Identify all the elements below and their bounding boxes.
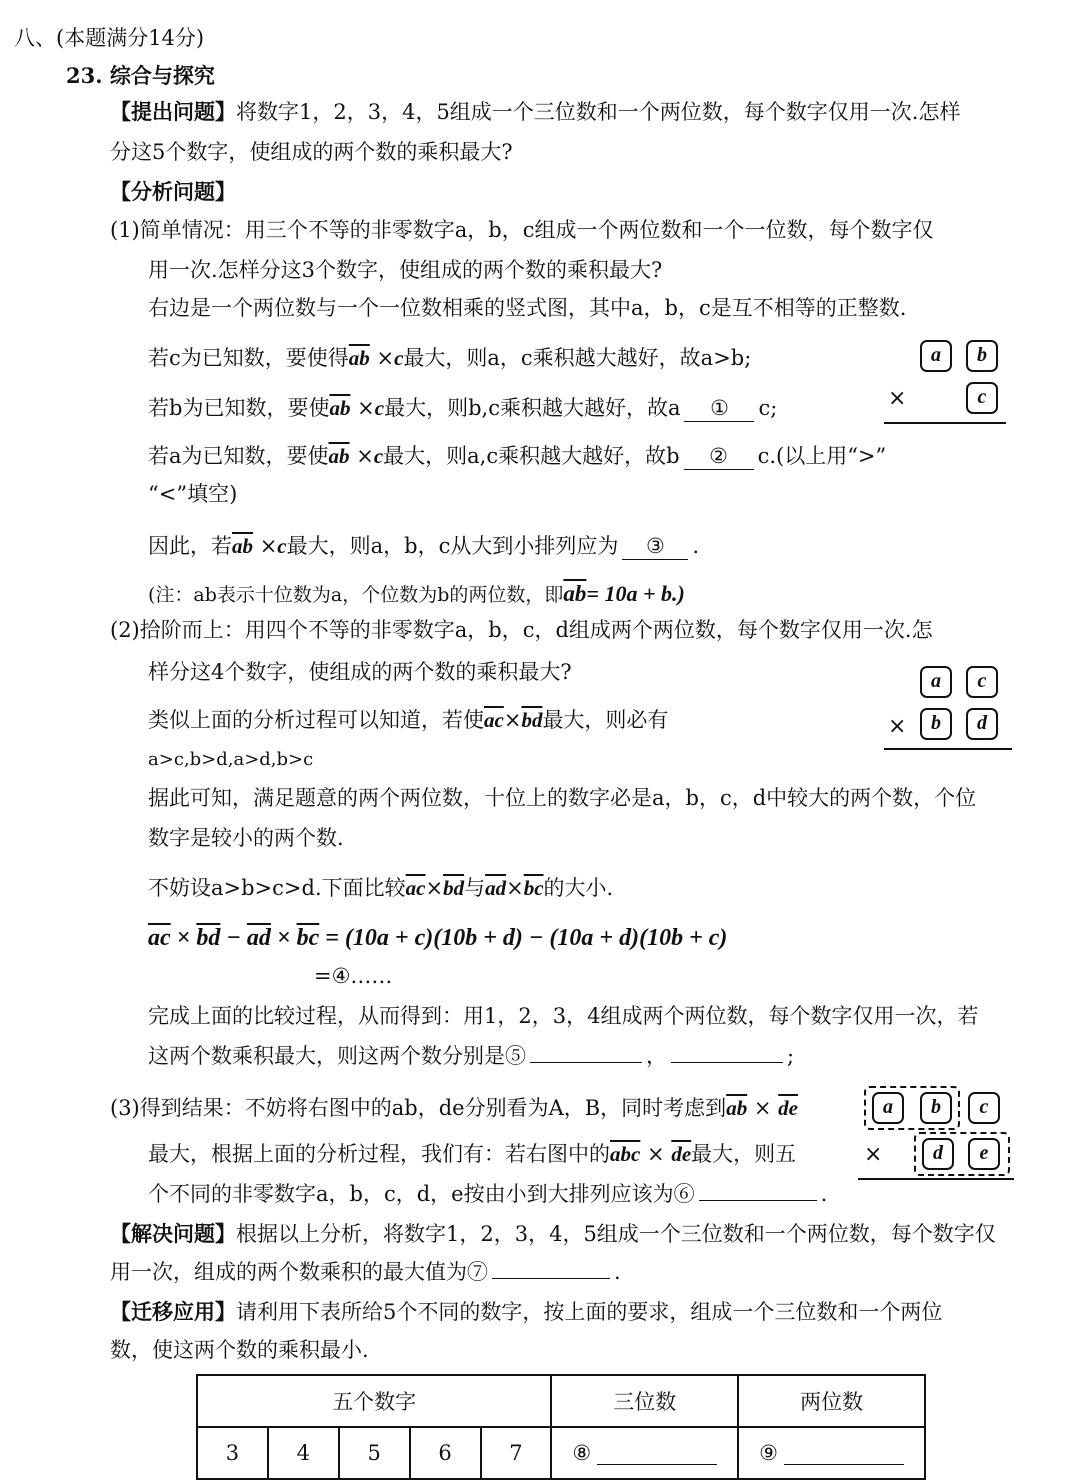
- section-header: 八、(本题满分14分): [14, 26, 205, 50]
- digit-box-b: b: [920, 1092, 952, 1124]
- p2-line-2: 样分这4个数字，使组成的两个数的乘积最大?: [148, 660, 572, 684]
- blank-2[interactable]: ②: [684, 443, 754, 470]
- p1-note: [148, 578, 685, 611]
- eq-rhs: = (10a + c)(10b + d) − (10a + d)(10b + c): [325, 925, 728, 951]
- digit-box-d: d: [922, 1138, 954, 1170]
- p2-l7-a: 不妨设a>b>c>d.下面比较: [148, 876, 406, 900]
- apply-text: 请利用下表所给5个不同的数字，按上面的要求，组成一个三位数和一个两位: [236, 1300, 943, 1324]
- times-sign: ×: [357, 396, 375, 420]
- apply-line-2: 数，使这两个数的乘积最小.: [110, 1338, 369, 1362]
- digit-box-c: c: [966, 382, 998, 414]
- p3-l1-a: (3)得到结果：不妨将右图中的ab，de分别看为A，B，同时考虑到: [110, 1096, 727, 1120]
- blank-5a[interactable]: [530, 1062, 642, 1063]
- p3-l3-a: 个不同的非零数字a，b，c，d，e按由小到大排列应该为⑥: [148, 1182, 695, 1206]
- expr-bd: $\overline{bd}$: [521, 708, 543, 732]
- expr-ac: $\overline{ac}$: [405, 876, 426, 900]
- p1-line-8: 因此，若$\overline{ab} \times c$最大，则a，b，c从大到小排列应为 ③ .: [148, 534, 700, 558]
- underline: [884, 422, 1006, 424]
- p2-line-1: (2)拾阶而上：用四个不等的非零数字a，b，c，d组成两个两位数，每个数字仅用一次.怎: [110, 618, 933, 642]
- digit-box-a: a: [920, 666, 952, 698]
- p2-l3-a: 类似上面的分析过程可以知道，若使: [148, 708, 484, 732]
- digit-cell: 6: [410, 1427, 481, 1479]
- question-number: 23.: [66, 63, 103, 88]
- p1-line-4: [148, 342, 751, 374]
- p2-line-8: 完成上面的比较过程，从而得到：用1，2，3，4组成两个两位数，每个数字仅用一次，若: [148, 1004, 979, 1028]
- blank-8[interactable]: [597, 1442, 717, 1465]
- expr-c: c: [394, 346, 404, 370]
- p1-l5-b: 最大，则b,c乘积越大越好，故a: [384, 396, 681, 420]
- digit-box-e: e: [968, 1138, 1000, 1170]
- expr-c: c: [374, 396, 385, 420]
- expr-bc: $\overline{bc}$: [523, 876, 544, 900]
- digit-box-b: b: [966, 340, 998, 372]
- p2-line-7: [148, 872, 613, 904]
- solve-text: 根据以上分析，将数字1，2，3，4，5组成一个三位数和一个两位数，每个数字仅: [236, 1222, 996, 1246]
- times-sign: ×: [864, 1142, 883, 1167]
- p2-l3-b: 最大，则必有: [542, 708, 669, 732]
- minus-sign: −: [226, 925, 241, 951]
- p2-l9-b: ，: [646, 1044, 667, 1068]
- expr-de: $\overline{de}$: [778, 1096, 798, 1120]
- p2-equation: [148, 922, 727, 954]
- expr-c: c: [373, 444, 384, 468]
- blank-1[interactable]: ①: [684, 395, 754, 422]
- digit-box-c: c: [966, 666, 998, 698]
- raise-text-1: 将数字1，2，3，4，5组成一个三位数和一个两位数，每个数字仅用一次.怎样: [236, 100, 961, 124]
- blank-7[interactable]: [492, 1278, 610, 1279]
- p2-line-3: [148, 704, 668, 736]
- blank-9[interactable]: [784, 1442, 904, 1465]
- blank-5b[interactable]: [671, 1062, 783, 1063]
- p2-line-5: 据此可知，满足题意的两个两位数，十位上的数字必是a，b，c，d中较大的两个数，个位: [148, 786, 977, 810]
- expr-ab: $\overline{ab}$: [232, 534, 253, 558]
- times-sign: ×: [259, 534, 278, 558]
- p1-line-1: (1)简单情况：用三个不等的非零数字a，b，c组成一个两位数和一个一位数，每个数字仅: [110, 218, 934, 242]
- p1-line-3: 右边是一个两位数与一个一位数相乘的竖式图，其中a，b，c是互不相等的正整数.: [148, 296, 907, 320]
- p1-l6-c: c.(以上用“>”: [757, 444, 887, 468]
- p1-l8-a: 因此，若: [148, 534, 232, 558]
- solve-line-1: [110, 1218, 996, 1250]
- expr-ac: $\overline{ac}$: [148, 925, 171, 951]
- expr-ad: $\overline{ad}$: [485, 876, 507, 900]
- solve-line-2: [110, 1256, 621, 1288]
- p3-l2-b: 最大，则五: [691, 1142, 797, 1166]
- mark-9: ⑨: [759, 1441, 778, 1465]
- p3-line-3: [148, 1178, 827, 1210]
- p1-l5-a: 若b为已知数，要使: [148, 396, 330, 420]
- digit-box-c: c: [968, 1092, 1000, 1124]
- p1-l6-a: 若a为已知数，要使: [148, 444, 329, 468]
- expr-ad: $\overline{ad}$: [246, 925, 271, 951]
- p3-line-1: [110, 1092, 798, 1124]
- p2-line-9: [148, 1040, 794, 1072]
- times-sign: ×: [356, 444, 374, 468]
- expr-bd: $\overline{bd}$: [443, 876, 465, 900]
- apply-tag: 【迁移应用】: [110, 1299, 236, 1324]
- expr-abc: $\overline{abc}$: [610, 1142, 641, 1166]
- times-sign: ×: [276, 925, 291, 951]
- digits-table: [196, 1374, 926, 1480]
- solve-l2-a: 用一次，组成的两个数乘积的最大值为⑦: [110, 1260, 488, 1284]
- digit-cell: 7: [481, 1427, 552, 1479]
- question-title: [66, 60, 215, 92]
- solve-l2-b: .: [614, 1260, 621, 1284]
- blank-6[interactable]: [699, 1200, 817, 1201]
- times-sign: ×: [888, 714, 907, 739]
- p1-l6-b: 最大，则a,c乘积越大越好，故b: [383, 444, 680, 468]
- digit-box-a: a: [920, 340, 952, 372]
- p2-line-6: 数字是较小的两个数.: [148, 826, 344, 850]
- times-sign: ×: [376, 346, 395, 370]
- p2-l9-c: ;: [787, 1044, 795, 1068]
- raise-line-1: [110, 96, 960, 128]
- times-sign: ×: [503, 708, 522, 732]
- analyze-tag: 【分析问题】: [110, 179, 236, 204]
- raise-tag: 【提出问题】: [110, 99, 236, 124]
- expr-ab: $\overline{ab}$: [329, 396, 351, 420]
- expr-ab: $\overline{ab}$: [726, 1096, 748, 1120]
- p1-line-7: “<”填空): [148, 482, 238, 506]
- times-sign: ×: [888, 386, 907, 411]
- header-five-digits: 五个数字: [197, 1375, 551, 1427]
- note-a: (注：ab表示十位数为a，个位数为b的两位数，即: [148, 584, 564, 606]
- p1-l4-a: 若c为已知数，要使得: [148, 346, 349, 370]
- blank-3[interactable]: ③: [622, 533, 688, 560]
- question-topic: 综合与探究: [109, 63, 215, 88]
- apply-line-1: [110, 1296, 942, 1328]
- digit-box-b: b: [920, 708, 952, 740]
- p2-l7-b: 与: [464, 876, 486, 900]
- three-digit-answer-cell[interactable]: [551, 1427, 738, 1479]
- p1-l8-b: 最大，则a，b，c从大到小排列应为: [286, 534, 619, 558]
- expr-ab: $\overline{ab}$: [348, 346, 370, 370]
- expr-de: $\overline{de}$: [671, 1142, 692, 1166]
- expr-bc: $\overline{bc}$: [296, 925, 320, 951]
- digit-box-a: a: [872, 1092, 904, 1124]
- underline: [884, 748, 1012, 750]
- header-three-digit: 三位数: [551, 1375, 738, 1427]
- expr-bd: $\overline{bd}$: [196, 925, 221, 951]
- p3-l2-a: 最大，根据上面的分析过程，我们有：若右图中的: [148, 1142, 610, 1166]
- p1-line-2: 用一次.怎样分这3个数字，使组成的两个数的乘积最大?: [148, 258, 663, 282]
- solve-tag: 【解决问题】: [110, 1221, 236, 1246]
- expr-c: c: [277, 534, 287, 558]
- times-sign: ×: [425, 876, 444, 900]
- expr-ab: $\overline{ab}$: [328, 444, 350, 468]
- mark-8: ⑧: [572, 1441, 592, 1465]
- p2-l7-c: 的大小.: [543, 876, 614, 900]
- expr-ac: $\overline{ac}$: [484, 708, 504, 732]
- digit-cell: 5: [339, 1427, 410, 1479]
- raise-line-2: 分这5个数字，使组成的两个数的乘积最大?: [110, 140, 513, 164]
- times-sign: ×: [647, 1142, 665, 1166]
- p3-l3-b: .: [820, 1182, 828, 1206]
- p1-l4-b: 最大，则a，c乘积越大越好，故a>b;: [403, 346, 752, 370]
- expr-ab: $\overline{ab}$: [563, 581, 587, 606]
- digit-cell: 4: [268, 1427, 339, 1479]
- digit-cell: 3: [197, 1427, 268, 1479]
- times-sign: ×: [753, 1096, 772, 1120]
- two-digit-answer-cell[interactable]: [738, 1427, 925, 1479]
- p1-line-5: [148, 392, 777, 424]
- p2-l9-a: 这两个数乘积最大，则这两个数分别是⑤: [148, 1044, 526, 1068]
- p2-line-4: a>c,b>d,a>d,b>c: [148, 749, 314, 770]
- header-two-digit: 两位数: [738, 1375, 925, 1427]
- note-b: = 10a + b.): [586, 581, 685, 606]
- p1-line-6: [148, 440, 886, 472]
- times-sign: ×: [506, 876, 524, 900]
- p3-line-2: [148, 1138, 796, 1170]
- underline: [858, 1178, 1014, 1180]
- p1-l5-c: c;: [758, 396, 778, 420]
- digit-box-d: d: [966, 708, 998, 740]
- times-sign: ×: [176, 925, 191, 951]
- p2-equation-2: =④……: [314, 964, 393, 988]
